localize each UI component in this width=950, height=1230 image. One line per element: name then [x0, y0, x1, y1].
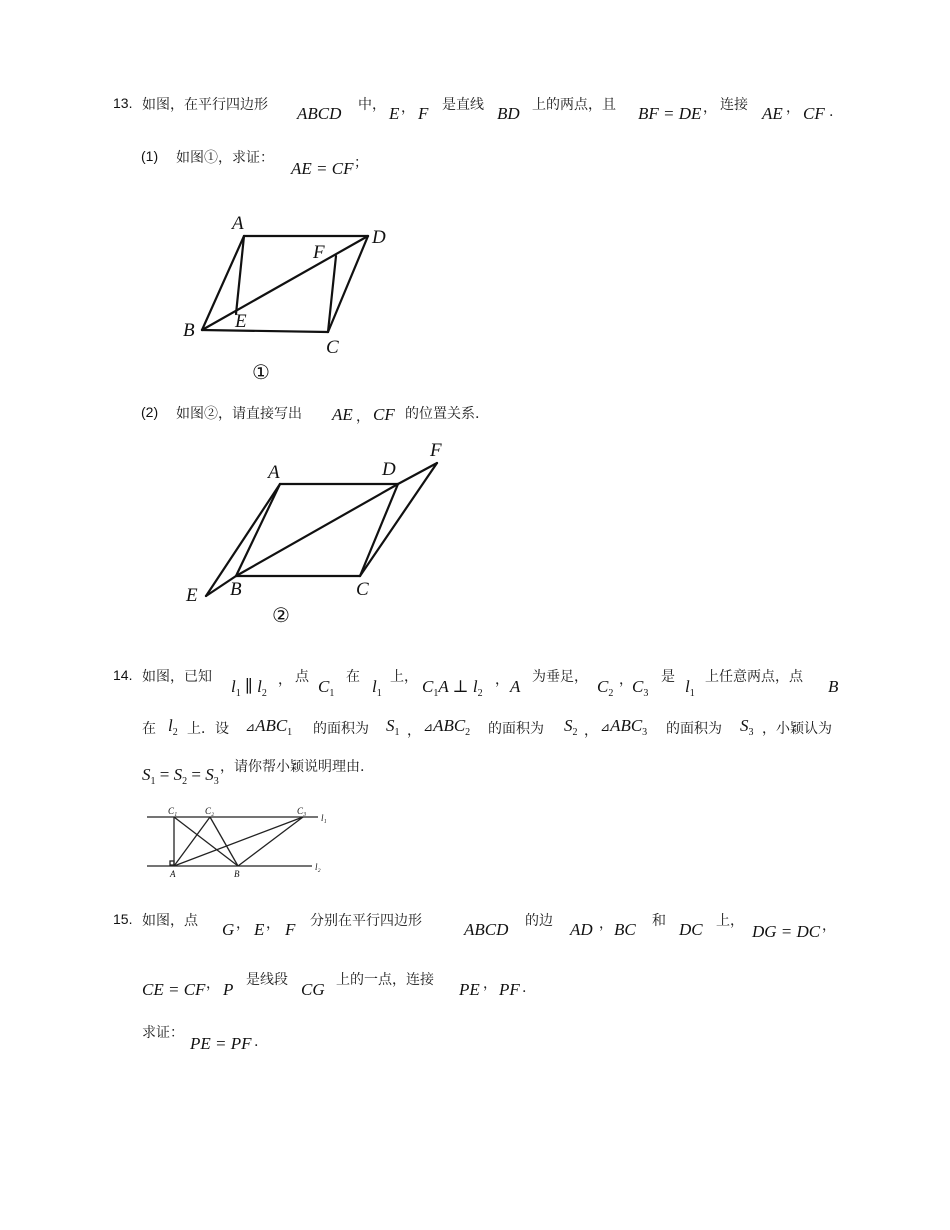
question-text: 分别在平行四边形 [310, 913, 422, 929]
punct: ， [483, 976, 497, 992]
label-e: E [186, 585, 198, 606]
question-text: 的面积为 [666, 721, 722, 737]
question-text: 上， [716, 913, 744, 929]
math-c2: $C_2$ [597, 677, 614, 699]
punct: ， [703, 100, 717, 116]
part-text: 的位置关系. [405, 406, 480, 422]
question-text: 如图，已知 [142, 669, 212, 685]
math-ce-cf: CE = CF [142, 980, 206, 999]
math-pf: PF [499, 980, 520, 999]
math-cf: CF [803, 104, 825, 123]
math-p: P [223, 980, 234, 999]
label-b: B [183, 320, 195, 341]
part-number: (2) [141, 404, 159, 420]
question-text: 上的一点，连接 [336, 972, 434, 988]
question-text: ，请你帮小颖说明理由. [220, 759, 365, 775]
math-bd: BD [497, 104, 520, 123]
math-pe: PE [459, 980, 480, 999]
math-ae-cf: AE = CF [291, 159, 354, 178]
question-number: 15. [113, 911, 133, 927]
punct: ， [236, 916, 250, 932]
math-cg: CG [301, 980, 325, 999]
punct: ， [786, 100, 800, 116]
question-number: 13. [113, 95, 133, 111]
punct: ， [266, 916, 280, 932]
math-s2: $S_2$ [564, 716, 578, 738]
label-l1: l₁ [321, 813, 327, 823]
part-text: 如图②，请直接写出 [176, 406, 302, 422]
math-l1: $l_1$ [685, 677, 695, 699]
math-l2: $l_2$ [168, 716, 178, 738]
punct: . [522, 980, 527, 996]
question-text: 上， [390, 669, 418, 685]
label-f: F [430, 440, 442, 461]
question-text: 的面积为 [488, 721, 544, 737]
math-tri-abc1: $⊿ABC_1$ [245, 716, 293, 738]
math-g: G [222, 920, 235, 939]
question-text: 为垂足， [532, 669, 588, 685]
part-number: (1) [141, 148, 159, 164]
label-l2: l₂ [315, 862, 321, 872]
label-a: A [268, 462, 280, 483]
question-text: 点 [295, 669, 309, 685]
math-tri-abc3: $⊿ABC_3$ [600, 716, 648, 738]
math-bc: BC [614, 920, 636, 939]
label-e: E [235, 311, 247, 332]
question-text: 上．设 [187, 721, 229, 737]
math-ae: AE [762, 104, 783, 123]
math-c1: $C_1$ [318, 677, 335, 699]
math-c1a-perp-l2: $C_1A$ ⊥ $l_2$ [422, 677, 483, 699]
question-text: ，小颖认为 [762, 721, 832, 737]
label-c1: C₁ [168, 806, 178, 816]
question-text: 上任意两点，点 [705, 669, 803, 685]
punct: ， [206, 976, 220, 992]
punct: ， [401, 100, 415, 116]
question-text: 如图，点 [142, 913, 198, 929]
math-s1: $S_1$ [386, 716, 400, 738]
figure-caption: ② [272, 603, 290, 627]
math-pe-pf: PE = PF [190, 1034, 252, 1053]
math-dg-dc: DG = DC [752, 922, 821, 941]
math-f: F [418, 104, 429, 123]
label-c: C [356, 579, 369, 600]
math-c3: $C_3$ [632, 677, 649, 699]
question-text: 的面积为 [313, 721, 369, 737]
label-a: A [170, 869, 176, 879]
math-e: E [254, 920, 265, 939]
punct: ， [356, 409, 370, 425]
math-f: F [285, 920, 296, 939]
math-dc: DC [679, 920, 703, 939]
punct: . [254, 1034, 259, 1050]
math-l1-parallel-l2: $l_1$ ∥ $l_2$ [231, 677, 267, 699]
question-text: 如图，在平行四边形 [142, 97, 268, 113]
math-tri-abc2: $⊿ABC_2$ [423, 716, 471, 738]
math-abcd: ABCD [297, 104, 342, 123]
question-text: 连接 [720, 97, 748, 113]
math-s3: $S_3$ [740, 716, 754, 738]
math-l1: $l_1$ [372, 677, 382, 699]
label-c: C [326, 337, 339, 358]
punct: ， [278, 672, 292, 688]
math-e: E [389, 104, 400, 123]
math-cf: CF [373, 405, 395, 424]
punct: ， [599, 916, 613, 932]
question-text: 是 [661, 669, 675, 685]
question-text: 是线段 [246, 972, 288, 988]
part-text: 如图①，求证： [176, 150, 274, 166]
math-ae: AE [332, 405, 353, 424]
question-text: 的边 [525, 913, 553, 929]
punct: ， [495, 672, 509, 688]
math-bf-de: BF = DE [638, 104, 702, 123]
question-text: 是直线 [442, 97, 484, 113]
math-abcd: ABCD [464, 920, 509, 939]
label-c2: C₂ [205, 806, 215, 816]
question-text: 中， [358, 97, 386, 113]
label-d: D [372, 227, 386, 248]
punct: ， [407, 723, 421, 739]
punct: ， [619, 672, 633, 688]
punct: ， [584, 723, 598, 739]
label-b: B [230, 579, 242, 600]
question-text: 和 [652, 913, 666, 929]
label-c3: C₃ [297, 806, 307, 816]
label-b: B [234, 869, 240, 879]
punct: ， [822, 918, 836, 934]
question-text: 在 [346, 669, 360, 685]
punct: ； [354, 155, 368, 171]
question-text: 在 [142, 721, 156, 737]
question-text: 上的两点，且 [532, 97, 616, 113]
question-text: 求证： [142, 1025, 184, 1041]
label-a: A [232, 213, 244, 234]
math-a: A [510, 677, 521, 696]
label-d: D [382, 459, 396, 480]
math-ad: AD [570, 920, 593, 939]
math-b: B [828, 677, 839, 696]
question-number: 14. [113, 667, 133, 683]
figure-caption: ① [252, 360, 270, 384]
label-f: F [313, 242, 325, 263]
punct: . [829, 104, 834, 120]
math-s1-s2-s3: $S_1 = S_2 = S_3$ [142, 765, 219, 787]
